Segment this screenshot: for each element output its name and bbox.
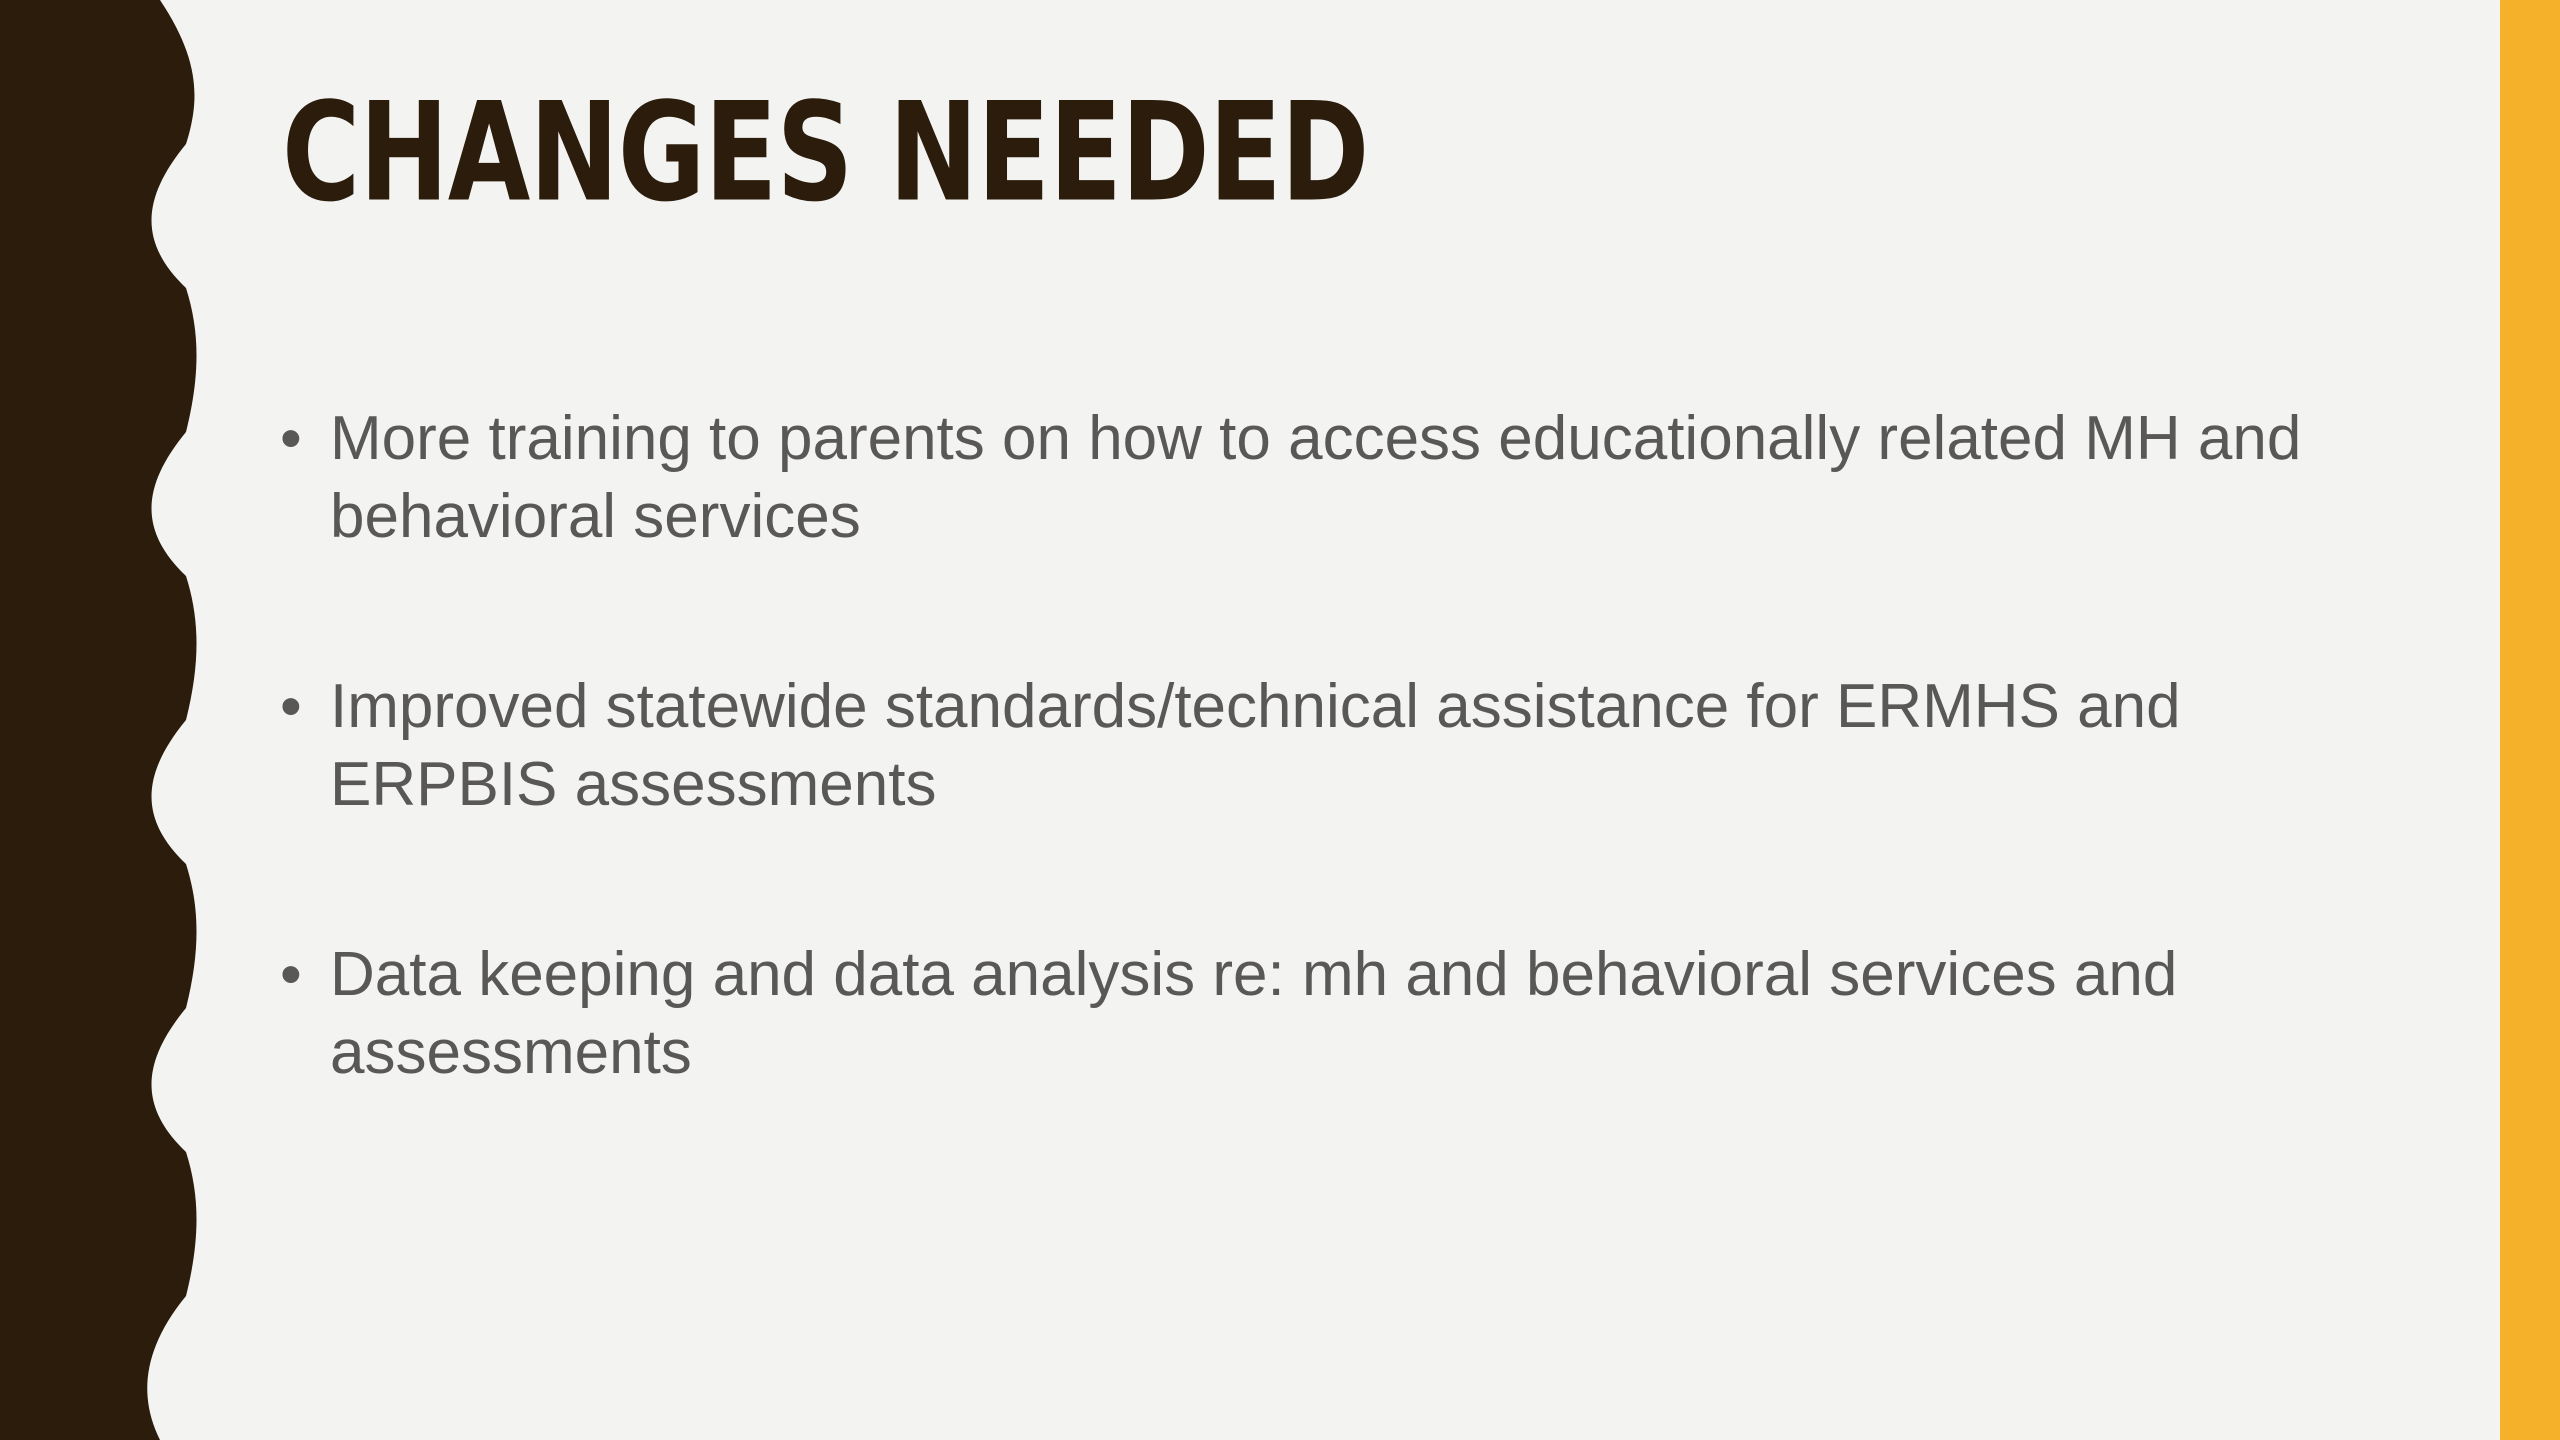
bullet-text: Improved statewide standards/technical assistance for ERMHS and ERPBIS assessments (330, 672, 2181, 819)
bullet-item (280, 936, 2340, 1092)
bullet-text: More training to parents on how to access educationally related MH and behavioral services (330, 404, 2302, 551)
right-accent-bar (2500, 0, 2560, 1440)
bullet-item (280, 400, 2340, 556)
bullet-icon: • (280, 404, 302, 473)
left-wave-band (0, 0, 200, 1440)
bullet-icon: • (280, 940, 302, 1009)
bullet-icon: • (280, 672, 302, 741)
bullet-list (280, 400, 2340, 1204)
slide-title: CHANGES NEEDED (282, 72, 1369, 233)
bullet-text: Data keeping and data analysis re: mh and behavioral services and assessments (330, 940, 2178, 1087)
bullet-item (280, 668, 2340, 824)
